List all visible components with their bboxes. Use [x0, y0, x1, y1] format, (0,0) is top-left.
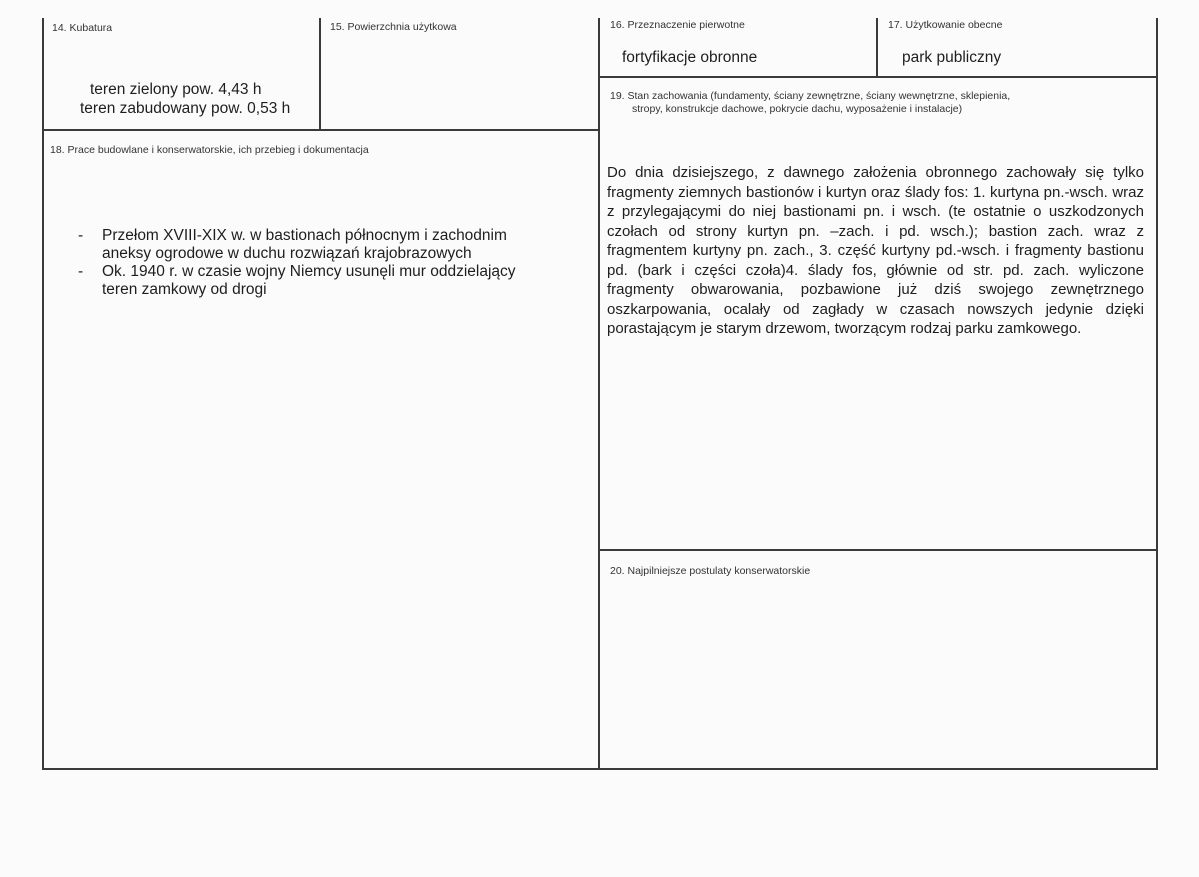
field-14-value-line2: teren zabudowany pow. 0,53 h — [80, 100, 291, 117]
divider-row-14-18 — [42, 129, 600, 131]
divider-row-19-20 — [598, 549, 1158, 551]
list-item-line1: Przełom XVIII-XIX w. w bastionach północnym i zachodnim — [102, 227, 507, 244]
field-16-label: 16. Przeznaczenie pierwotne — [610, 19, 745, 31]
field-18-label: 18. Prace budowlane i konserwatorskie, ich przebieg i dokumentacja — [50, 144, 369, 156]
field-20-label: 20. Najpilniejsze postulaty konserwatorskie — [610, 565, 811, 577]
list-item-line2: teren zamkowy od drogi — [102, 281, 267, 298]
divider-16-17 — [876, 18, 878, 77]
divider-14-15 — [319, 18, 321, 130]
field-19-label-line1: 19. Stan zachowania (fundamenty, ściany zewnętrzne, ściany wewnętrzne, sklepienia, — [610, 90, 1011, 102]
field-19-label-line2: stropy, konstrukcje dachowe, pokrycie dachu, wyposażenie i instalacje) — [632, 103, 963, 115]
frame-right-border — [1156, 18, 1158, 770]
frame-bottom-border — [42, 768, 1158, 770]
field-18-list — [74, 227, 584, 299]
field-17-label: 17. Użytkowanie obecne — [888, 19, 1003, 31]
field-16-value: fortyfikacje obronne — [622, 49, 758, 66]
divider-row-16-19 — [598, 76, 1158, 78]
field-19-text: Do dnia dzisiejszego, z dawnego założenia obronnego zachowały się tylko fragmenty ziemnych bastionów i kurtyn oraz ślady fos: 1. kurtyna pn.-wsch. wraz z przylegającymi do niej bastionami pn. i wsch. (te ostatnie o uszkodzonych czołach od strony kurtyn pn. –zach. i pd. wsch.); bastion zach. wraz z fragmentem kurtyny pn. zach., 3. część kurtyny pd.-wsch. i fragmenty bastionu pd. (bark i części czoła)4. ślady fos, głównie od str. pd. zach. wyliczone fragmenty obwarowania, pozbawione już dziś swojego zewnętrznego oszkarpowania, ocalały od zagłady w czasach nowszych jedynie dzięki porastającym je starym drzewom, tworzącym rodzaj parku zamkowego. — [607, 164, 1144, 337]
field-14-label: 14. Kubatura — [52, 22, 113, 34]
list-item-line2: aneksy ogrodowe w duchu rozwiązań krajobrazowych — [102, 245, 472, 262]
list-item: - Przełom XVIII-XIX w. w bastionach północnym i zachodnim aneksy ogrodowe w duchu rozwiązań krajobrazowych — [74, 227, 584, 263]
field-17-value: park publiczny — [902, 49, 1002, 66]
field-15-label: 15. Powierzchnia użytkowa — [330, 21, 457, 33]
list-item-line1: Ok. 1940 r. w czasie wojny Niemcy usunęli mur oddzielający — [102, 263, 516, 280]
list-item: - Ok. 1940 r. w czasie wojny Niemcy usunęli mur oddzielający teren zamkowy od drogi — [74, 263, 584, 299]
field-14-value-line1: teren zielony pow. 4,43 h — [90, 81, 262, 98]
